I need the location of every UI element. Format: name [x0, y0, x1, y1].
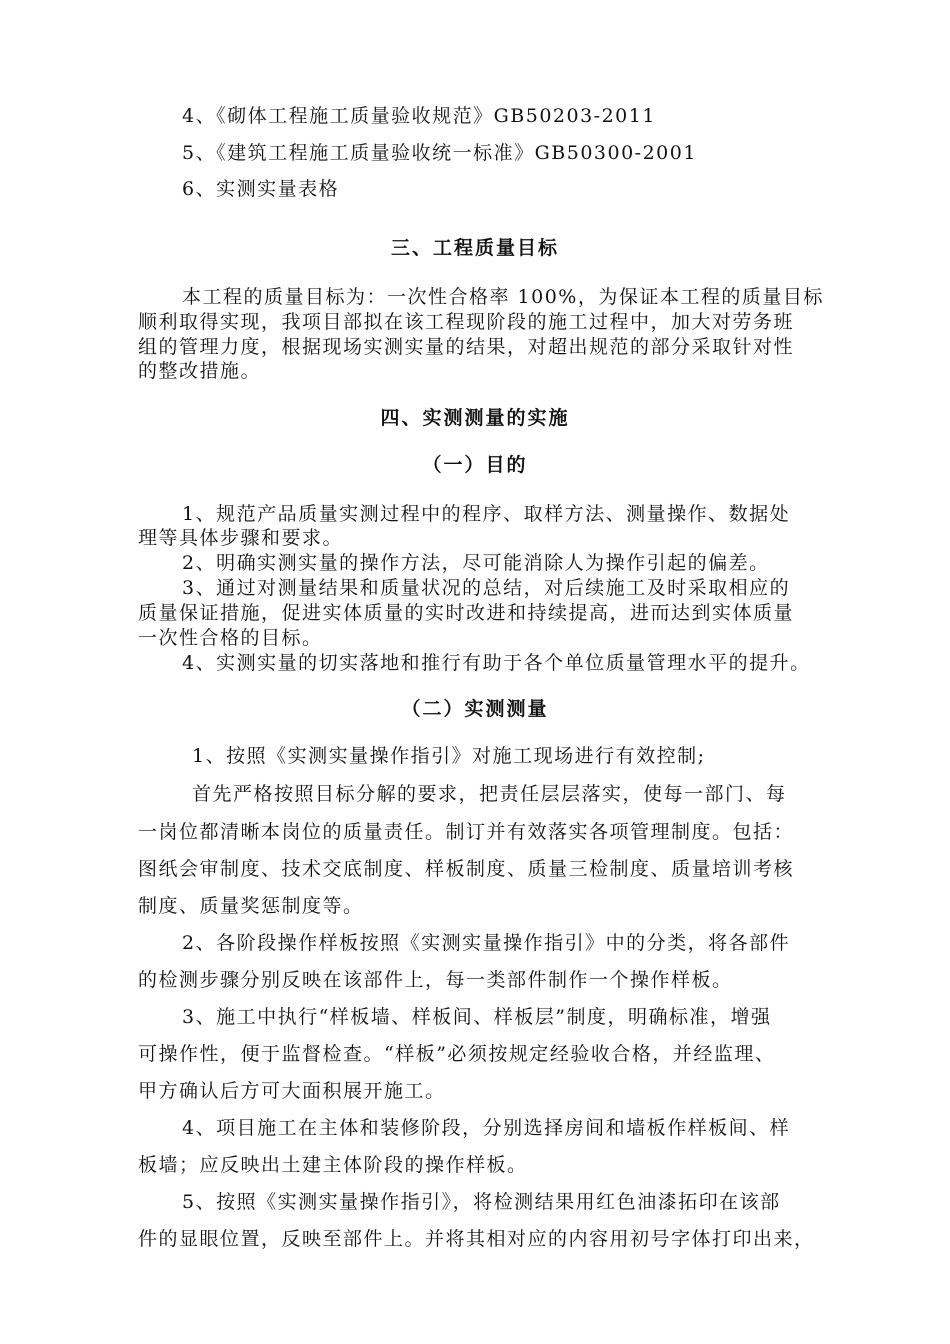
paragraph-line: 板墙；应反映出土建主体阶段的操作样板。	[138, 1154, 528, 1176]
paragraph-line: 可操作性，便于监督检查。“样板”必须按规定经验收合格，并经监理、	[138, 1043, 776, 1065]
subsection-2-heading: （二）实测测量	[401, 698, 549, 720]
paragraph-line: 本工程的质量目标为：一次性合格率 100%，为保证本工程的质量目标	[182, 286, 824, 308]
paragraph-line: 1、按照《实测实量操作指引》对施工现场进行有效控制;	[192, 745, 706, 767]
paragraph-line: 4、项目施工在主体和装修阶段，分别选择房间和墙板作样板间、样	[182, 1117, 791, 1139]
paragraph-line: 件的显眼位置，反映至部件上。并将其相对应的内容用初号字体打印出来，	[138, 1228, 815, 1250]
paragraph-line: 4、实测实量的切实落地和推行有助于各个单位质量管理水平的提升。	[182, 652, 811, 674]
paragraph-line: 的整改措施。	[138, 360, 262, 382]
paragraph-line: 顺利取得实现，我项目部拟在该工程现阶段的施工过程中，加大对劳务班	[138, 311, 795, 333]
subsection-1-heading: （一）目的	[422, 454, 528, 476]
reference-item-5: 5、《建筑工程施工质量验收统一标准》GB50300-2001	[182, 142, 697, 164]
paragraph-line: 一次性合格的目标。	[138, 627, 323, 649]
section-3-heading: 三、工程质量目标	[390, 237, 559, 259]
paragraph-line: 图纸会审制度、技术交底制度、样板制度、质量三检制度、质量培训考核	[138, 858, 795, 880]
paragraph-line: 甲方确认后方可大面积展开施工。	[138, 1080, 446, 1102]
paragraph-line: 理等具体步骤和要求。	[138, 527, 344, 549]
paragraph-line: 3、施工中执行“样板墙、样板间、样板层”制度，明确标准，增强	[182, 1006, 772, 1028]
paragraph-line: 制度、质量奖惩制度等。	[138, 895, 364, 917]
paragraph-line: 2、各阶段操作样板按照《实测实量操作指引》中的分类，将各部件	[182, 932, 791, 954]
paragraph-line: 一岗位都清晰本岗位的质量责任。制订并有效落实各项管理制度。包括：	[138, 821, 795, 843]
paragraph-line: 5、按照《实测实量操作指引》，将检测结果用红色油漆拓印在该部	[182, 1191, 781, 1213]
paragraph-line: 组的管理力度，根据现场实测实量的结果，对超出规范的部分采取针对性	[138, 336, 795, 358]
paragraph-line: 质量保证措施，促进实体质量的实时改进和持续提高，进而达到实体质量	[138, 602, 795, 624]
paragraph-line: 2、明确实测实量的操作方法，尽可能消除人为操作引起的偏差。	[182, 552, 770, 574]
reference-item-4: 4、《砌体工程施工质量验收规范》GB50203-2011	[182, 105, 656, 127]
paragraph-line: 3、通过对测量结果和质量状况的总结，对后续施工及时采取相应的	[182, 577, 791, 599]
paragraph-line: 的检测步骤分别反映在该部件上，每一类部件制作一个操作样板。	[138, 969, 733, 991]
section-4-heading: 四、实测测量的实施	[380, 407, 570, 429]
paragraph-line: 首先严格按照目标分解的要求，把责任层层落实，使每一部门、每	[192, 783, 787, 805]
paragraph-line: 1、规范产品质量实测过程中的程序、取样方法、测量操作、数据处	[182, 503, 791, 525]
reference-item-6: 6、实测实量表格	[182, 178, 340, 200]
